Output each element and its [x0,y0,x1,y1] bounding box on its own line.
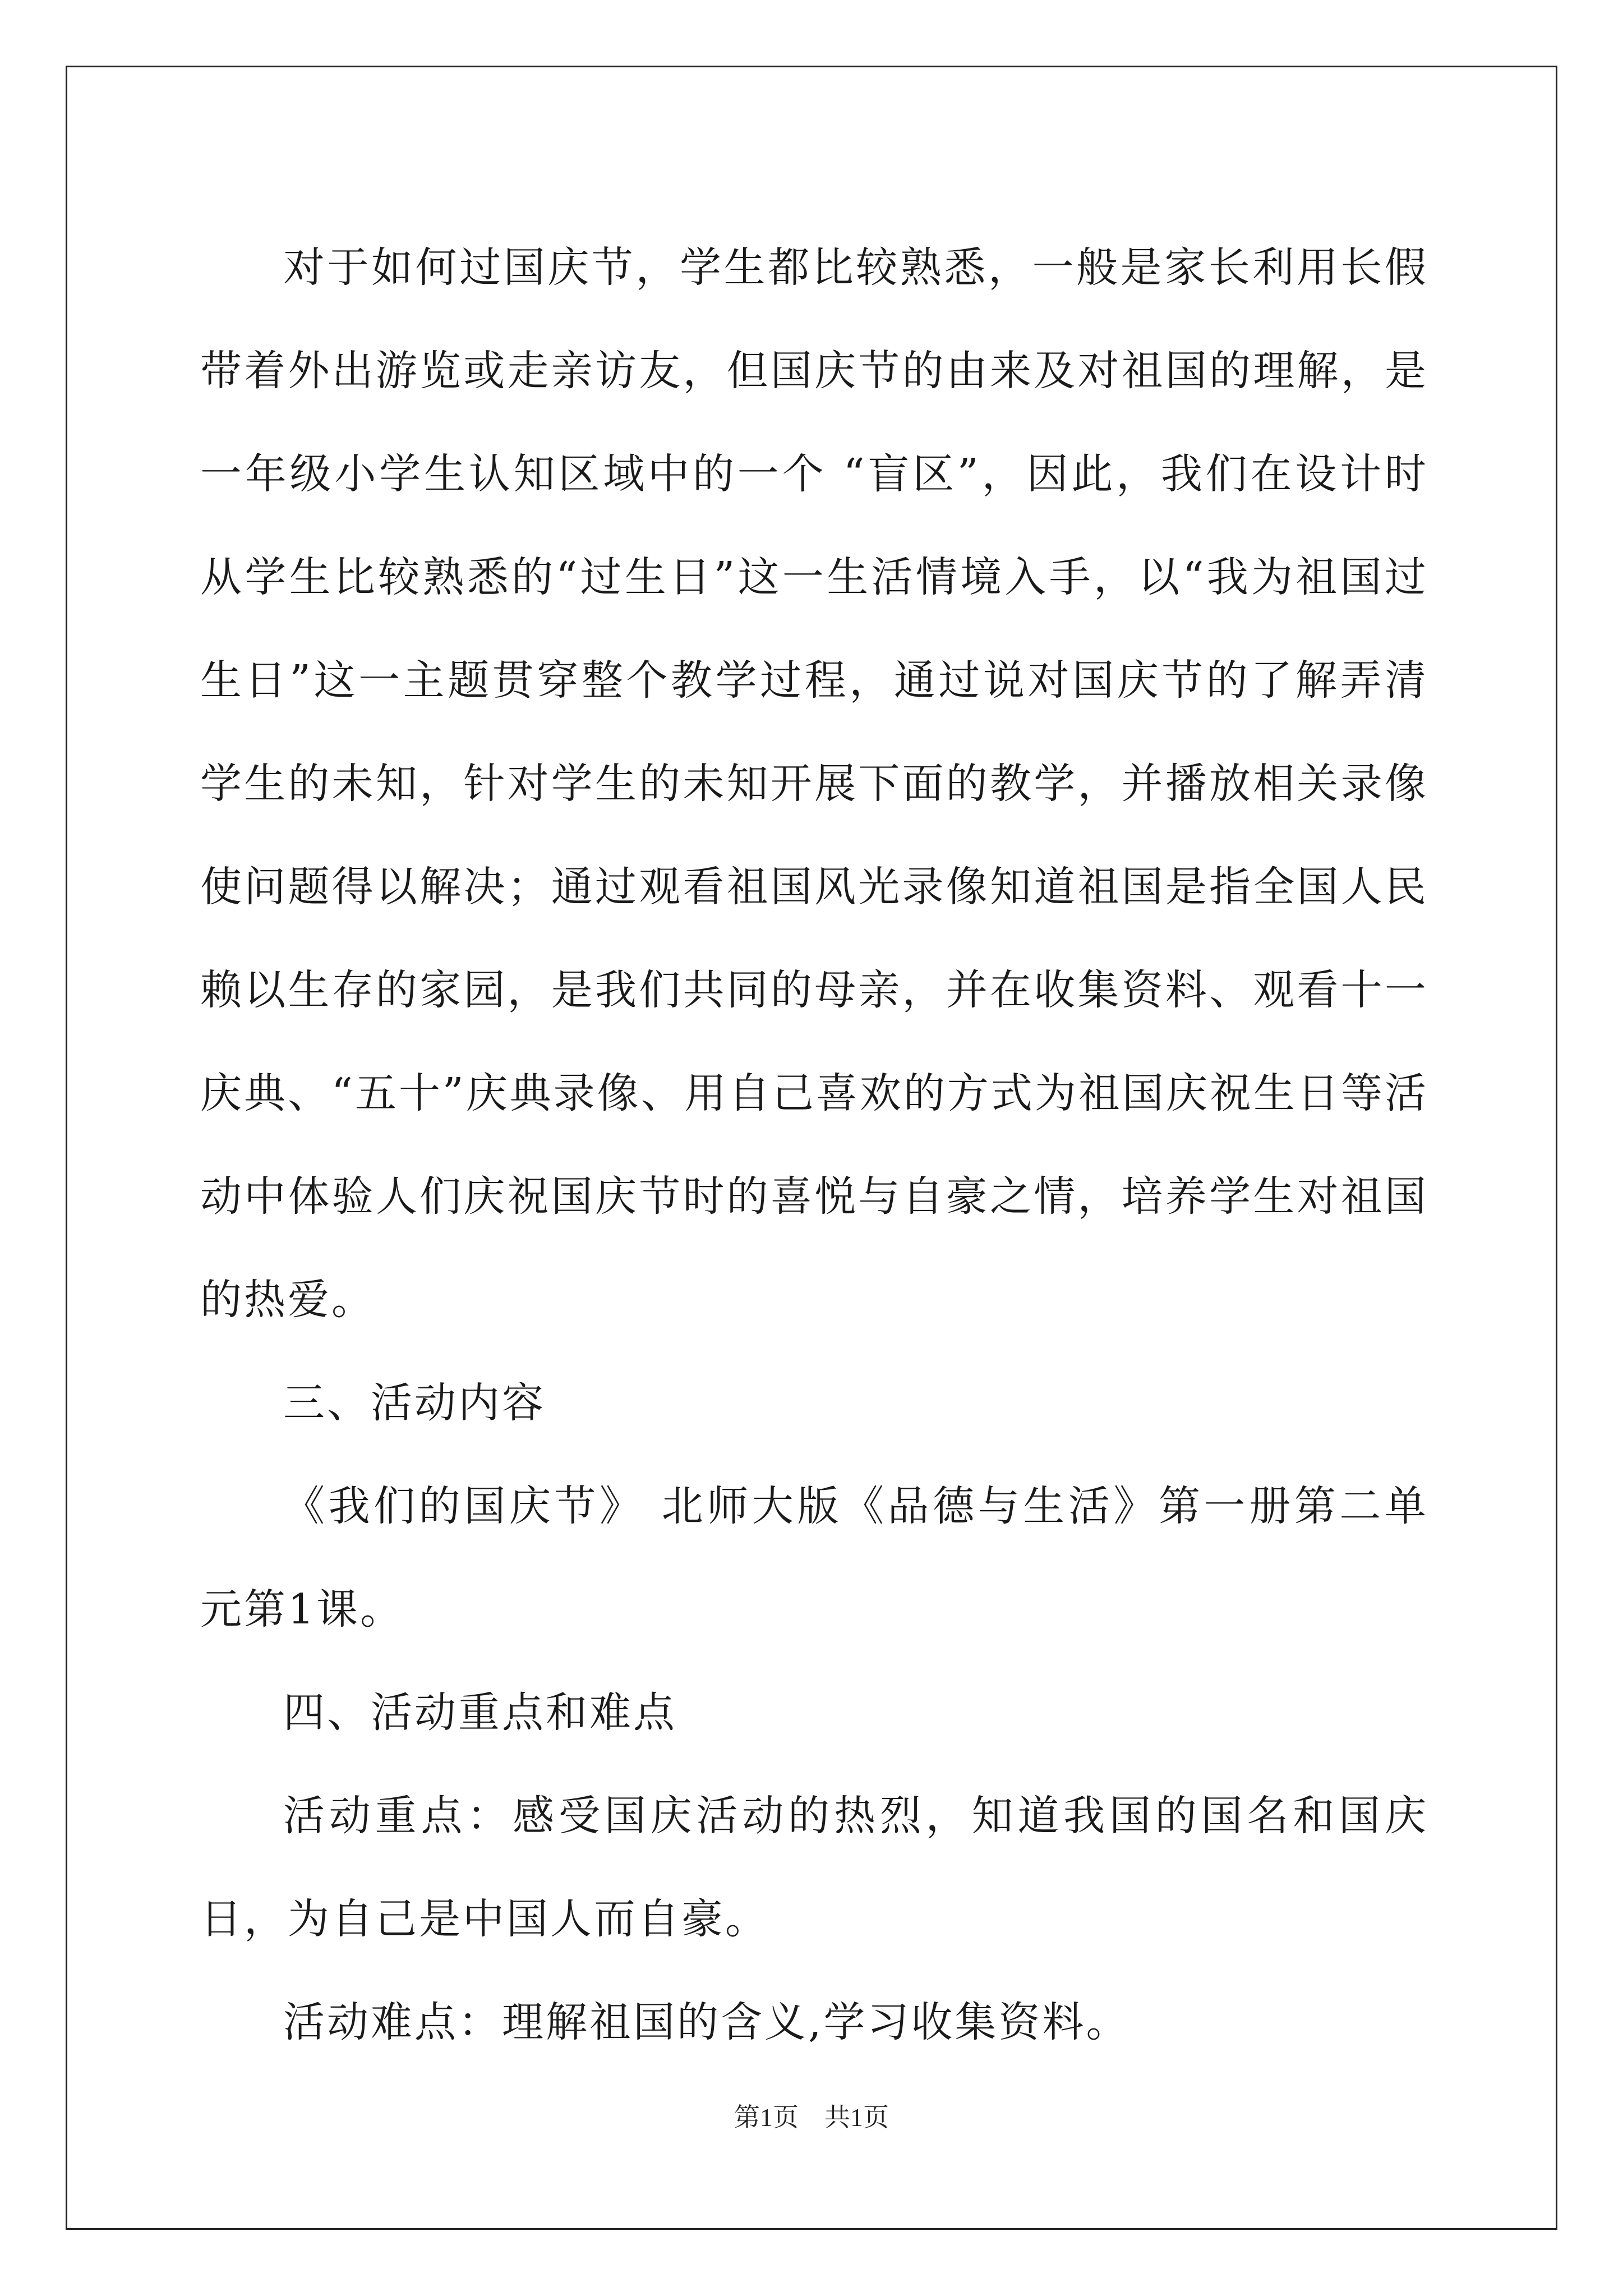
activity-content-paragraph: 《我们的国庆节》 北师大版《品德与生活》第一册第二单元第1课。 [200,1482,1428,1634]
section-heading-key-difficult-points: 四、活动重点和难点 [283,1688,677,1737]
page-number-footer: 第1页 共1页 [734,2103,889,2132]
section-heading-activity-content: 三、活动内容 [283,1379,546,1427]
document-body [200,216,1428,2074]
difficult-point-paragraph: 活动难点：理解祖国的含义,学习收集资料。 [283,1998,1130,2046]
key-point-paragraph: 活动重点：感受国庆活动的热烈，知道我国的国名和国庆日，为自己是中国人而自豪。 [200,1792,1428,1943]
intro-paragraph: 对于如何过国庆节，学生都比较熟悉，一般是家长利用长假带着外出游览或走亲访友，但国庆节的由来及对祖国的理解，是一年级小学生认知区域中的一个 “盲区”，因此，我们在设计时从学生比较熟悉的“过生日”这一生活情境入手，以“我为祖国过生日”这一主题贯穿整个教学过程，通过说对国庆节的了解弄清学生的未知，针对学生的未知开展下面的教学，并播放相关录像使问题得以解决；通过观看祖国风光录像知道祖国是指全国人民赖以生存的家园，是我们共同的母亲，并在收集资料、观看十一庆典、“五十”庆典录像、用自己喜欢的方式为祖国庆祝生日等活动中体验人们庆祝国庆节时的喜悦与自豪之情，培养学生对祖国的热爱。 [200,243,1428,1324]
